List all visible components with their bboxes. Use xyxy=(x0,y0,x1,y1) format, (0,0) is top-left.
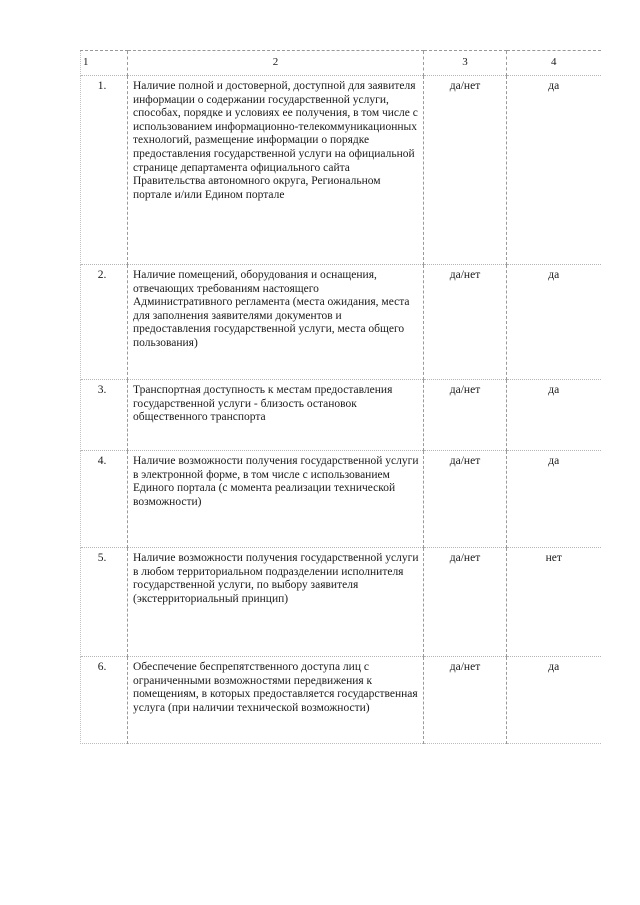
row-number: 4. xyxy=(81,451,128,548)
row-number: 5. xyxy=(81,548,128,657)
row-criterion: Наличие возможности получения государственной услуги в любом территориальном подразделении исполнителя государственной услуги, по выбору заявителя (экстерриториальный принцип) xyxy=(128,548,424,657)
row-range: да/нет xyxy=(424,451,507,548)
table-row xyxy=(81,265,601,380)
row-value: да xyxy=(507,76,601,265)
header-col-3: 3 xyxy=(424,51,507,76)
table-row xyxy=(81,548,601,657)
table-row xyxy=(81,451,601,548)
row-number: 2. xyxy=(81,265,128,380)
row-range: да/нет xyxy=(424,548,507,657)
row-range: да/нет xyxy=(424,265,507,380)
header-col-1: 1 xyxy=(81,51,128,76)
table-row xyxy=(81,76,601,265)
row-criterion: Наличие помещений, оборудования и оснащения, отвечающих требованиям настоящего Административного регламента (места ожидания, места для заполнения заявителями документов и предоставления государственной услуги, места общего пользования) xyxy=(128,265,424,380)
table-header-row xyxy=(81,51,601,76)
row-range: да/нет xyxy=(424,76,507,265)
table-row xyxy=(81,380,601,451)
row-criterion: Наличие полной и достоверной, доступной для заявителя информации о содержании государственной услуги, способах, порядке и условиях ее получения, в том числе с использованием информационно-телекоммуникационных технологий, размещение информации о порядке предоставления государственной услуги на официальной странице департамента официального сайта Правительства автономного округа, Региональном портале и/или Едином портале xyxy=(128,76,424,265)
row-value: да xyxy=(507,451,601,548)
row-number: 6. xyxy=(81,657,128,744)
row-value: да xyxy=(507,265,601,380)
row-range: да/нет xyxy=(424,657,507,744)
header-col-4: 4 xyxy=(507,51,601,76)
indicators-table xyxy=(80,50,601,744)
table-row xyxy=(81,657,601,744)
row-criterion: Обеспечение беспрепятственного доступа лиц с ограниченными возможностями передвижения к помещениям, в которых предоставляется государственная услуга (при наличии технической возможности) xyxy=(128,657,424,744)
row-criterion: Транспортная доступность к местам предоставления государственной услуги - близость остановок общественного транспорта xyxy=(128,380,424,451)
row-number: 3. xyxy=(81,380,128,451)
row-value: нет xyxy=(507,548,601,657)
row-range: да/нет xyxy=(424,380,507,451)
row-value: да xyxy=(507,657,601,744)
row-number: 1. xyxy=(81,76,128,265)
header-col-2: 2 xyxy=(128,51,424,76)
row-value: да xyxy=(507,380,601,451)
row-criterion: Наличие возможности получения государственной услуги в электронной форме, в том числе с использованием Единого портала (с момента реализации технической возможности) xyxy=(128,451,424,548)
